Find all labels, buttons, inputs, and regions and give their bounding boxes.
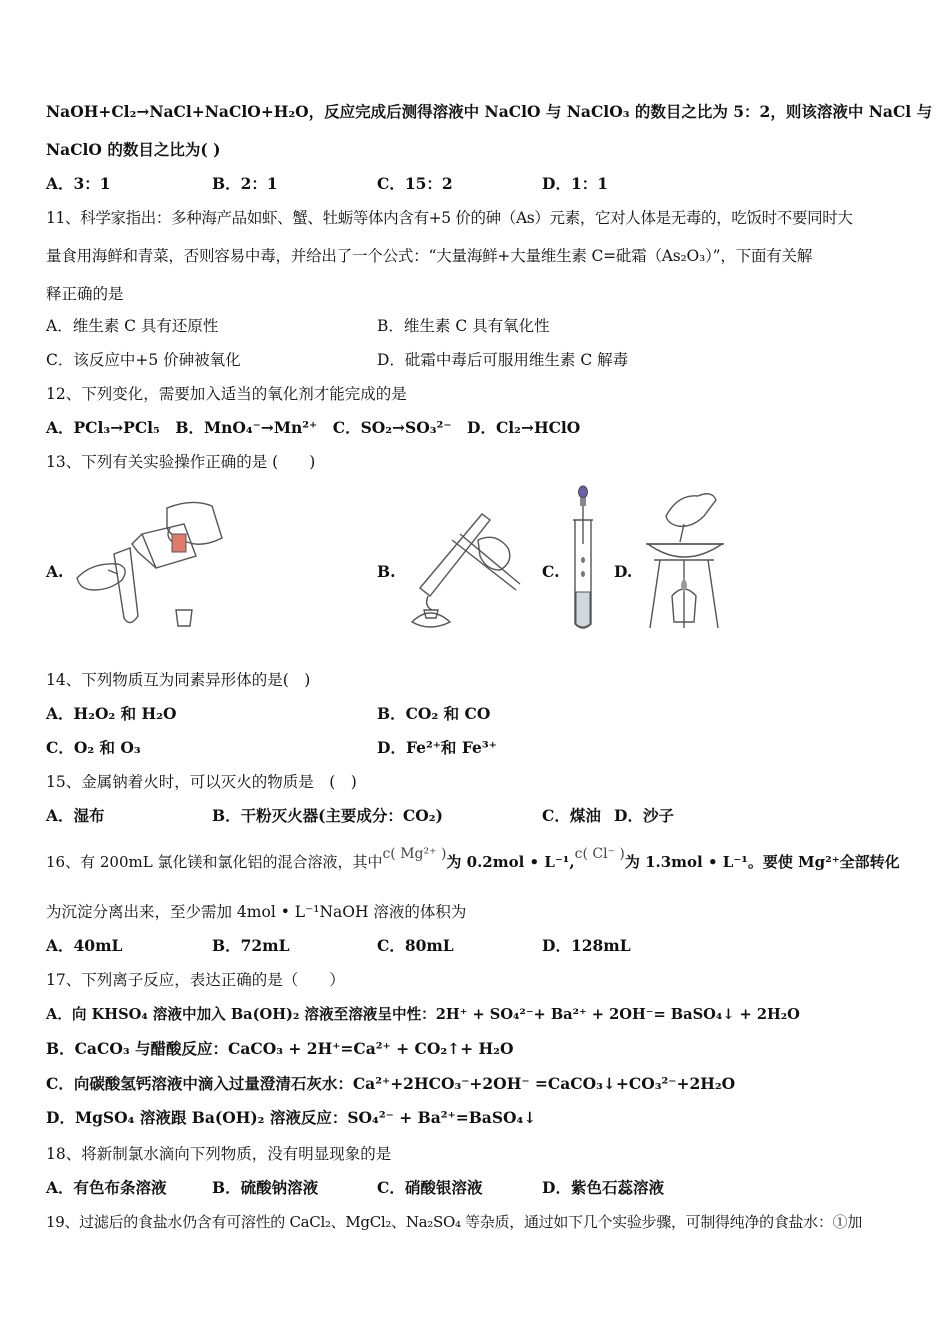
figure-evaporating-dish	[638, 486, 730, 634]
q11-option-a[interactable]: A．维生素 C 具有还原性	[46, 317, 219, 335]
q13-stem: 13、下列有关实验操作正确的是 ( )	[46, 453, 316, 471]
q19-line1: 19、过滤后的食盐水仍含有可溶性的 CaCl₂、MgCl₂、Na₂SO₄ 等杂质，通过如下几个实验步骤，可制得纯净的食盐水：①加	[46, 1213, 863, 1231]
q16-c-cl: c( Cl⁻ )	[574, 846, 625, 862]
q12-options[interactable]: A．PCl₃→PCl₅ B．MnO₄⁻→Mn²⁺ C．SO₂→SO₃²⁻ D．Cl₂→HClO	[46, 418, 581, 437]
q18-option-b[interactable]: B．硫酸钠溶液	[212, 1178, 319, 1197]
q13-label-b[interactable]: B.	[377, 562, 396, 581]
q10-option-a[interactable]: A．3：1	[46, 174, 111, 193]
q16-text-part1: 16、有 200mL 氯化镁和氯化铝的混合溶液，其中	[46, 853, 383, 871]
q10-option-c[interactable]: C．15：2	[377, 174, 453, 193]
q17-stem: 17、下列离子反应，表达正确的是（ ）	[46, 971, 345, 989]
figure-heating-test-tube	[400, 500, 530, 635]
q10-line1: NaOH+Cl₂→NaCl+NaClO+H₂O，反应完成后测得溶液中 NaClO 与 NaClO₃ 的数目之比为 5：2，则该溶液中 NaCl 与	[46, 102, 933, 121]
q13-label-d[interactable]: D.	[614, 562, 633, 581]
q16-line2: 为沉淀分离出来，至少需加 4mol • L⁻¹NaOH 溶液的体积为	[46, 903, 467, 921]
q17-option-d[interactable]: D．MgSO₄ 溶液跟 Ba(OH)₂ 溶液反应：SO₄²⁻ + Ba²⁺=BaSO₄↓	[46, 1108, 537, 1127]
q11-line2: 量食用海鲜和青菜，否则容易中毒，并给出了一个公式：“大量海鲜+大量维生素 C=砒霜（As₂O₃）”，下面有关解	[46, 247, 813, 265]
q15-option-d[interactable]: D．沙子	[614, 806, 674, 825]
q10-line2: NaClO 的数目之比为( )	[46, 140, 221, 159]
q17-option-b[interactable]: B．CaCO₃ 与醋酸反应：CaCO₃ + 2H⁺=Ca²⁺ + CO₂↑+ H₂O	[46, 1039, 514, 1058]
q16-option-d[interactable]: D．128mL	[542, 936, 631, 955]
q11-line3: 释正确的是	[46, 285, 124, 303]
q14-stem: 14、下列物质互为同素异形体的是( )	[46, 671, 311, 689]
q16-line1	[46, 846, 900, 873]
q16-option-a[interactable]: A．40mL	[46, 936, 123, 955]
q16-option-b[interactable]: B．72mL	[212, 936, 290, 955]
q11-option-d[interactable]: D．砒霜中毒后可服用维生素 C 解毒	[377, 351, 629, 369]
q18-option-a[interactable]: A．有色布条溶液	[46, 1178, 167, 1197]
q13-label-c[interactable]: C.	[542, 562, 560, 581]
q11-option-c[interactable]: C．该反应中+5 价砷被氧化	[46, 351, 241, 369]
q11-option-b[interactable]: B．维生素 C 具有氧化性	[377, 317, 550, 335]
figure-pouring-liquid	[72, 498, 232, 638]
q15-option-b[interactable]: B．干粉灭火器(主要成分：CO₂)	[212, 806, 443, 825]
figure-dropper-test-tube	[568, 484, 598, 634]
q14-option-b[interactable]: B．CO₂ 和 CO	[377, 704, 491, 723]
q16-c-mg: c( Mg²⁺ )	[382, 846, 447, 862]
q17-option-a[interactable]: A．向 KHSO₄ 溶液中加入 Ba(OH)₂ 溶液至溶液呈中性：2H⁺ + SO₄²⁻+ Ba²⁺ + 2OH⁻= BaSO₄↓ + 2H₂O	[46, 1006, 800, 1023]
q14-option-d[interactable]: D．Fe²⁺和 Fe³⁺	[377, 738, 497, 757]
q15-option-a[interactable]: A．湿布	[46, 806, 105, 825]
q13-label-a[interactable]: A.	[46, 562, 64, 581]
q15-stem: 15、金属钠着火时，可以灭火的物质是 ( )	[46, 773, 357, 791]
q14-option-c[interactable]: C．O₂ 和 O₃	[46, 738, 141, 757]
q12-stem: 12、下列变化，需要加入适当的氧化剂才能完成的是	[46, 385, 407, 403]
q15-option-c[interactable]: C．煤油	[542, 806, 601, 825]
q14-option-a[interactable]: A．H₂O₂ 和 H₂O	[46, 704, 177, 723]
q10-option-d[interactable]: D．1：1	[542, 174, 609, 193]
q18-stem: 18、将新制氯水滴向下列物质，没有明显现象的是	[46, 1145, 392, 1163]
q18-option-c[interactable]: C．硝酸银溶液	[377, 1178, 483, 1197]
q16-text-part2: 为 0.2mol • L⁻¹,	[446, 853, 575, 871]
q16-option-c[interactable]: C．80mL	[377, 936, 454, 955]
q11-line1: 11、科学家指出：多种海产品如虾、蟹、牡蛎等体内含有+5 价的砷（As）元素，它对人体是无毒的，吃饭时不要同时大	[46, 209, 853, 227]
q17-option-c[interactable]: C．向碳酸氢钙溶液中滴入过量澄清石灰水：Ca²⁺+2HCO₃⁻+2OH⁻ =CaCO₃↓+CO₃²⁻+2H₂O	[46, 1074, 736, 1093]
q18-option-d[interactable]: D．紫色石蕊溶液	[542, 1178, 664, 1197]
q16-text-part3: 为 1.3mol • L⁻¹。要使 Mg²⁺全部转化	[624, 853, 900, 871]
q10-option-b[interactable]: B．2：1	[212, 174, 278, 193]
